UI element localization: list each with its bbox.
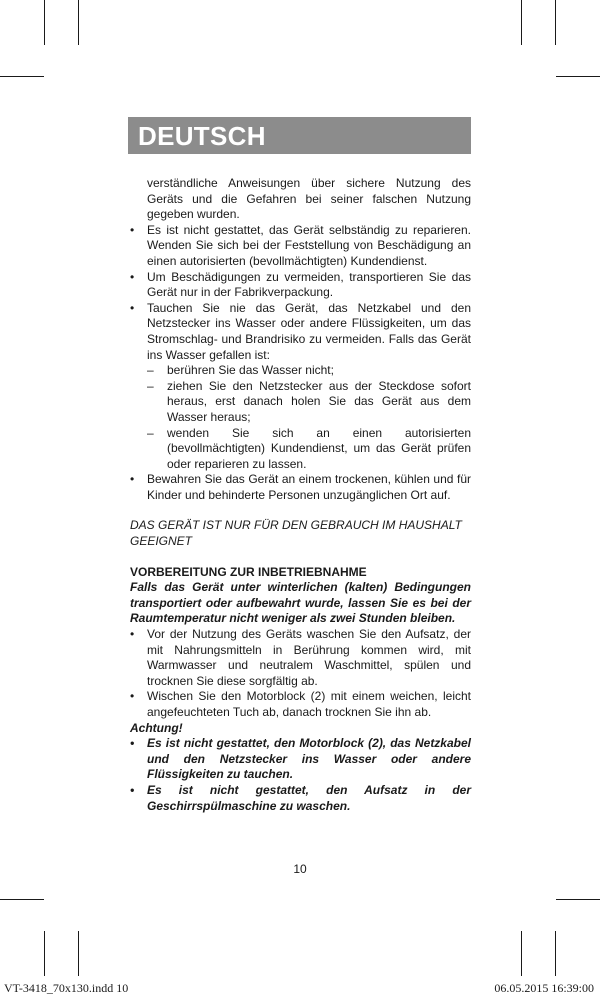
bullet-mark: • (130, 269, 135, 284)
prep-heading: VORBEREITUNG ZUR INBETRIEBNAHME (130, 564, 367, 579)
footer-file-info: VT-3418_70x130.indd 10 (4, 981, 129, 995)
household-note: DAS GERÄT IST NUR FÜR DEN GEBRAUCH IM HAUSHALT GEEIGNET (130, 518, 462, 549)
dash-item (130, 426, 471, 473)
list-item-text: Es ist nicht gestattet, den Motorblock (2), das Netzkabel und den Netzstecker ins Wasser oder andere Flüssigkeiten zu tauchen. (147, 736, 471, 782)
footer-date: 06.05.2015 16:39:00 (494, 981, 594, 995)
list-item (130, 736, 471, 783)
list-item (130, 472, 471, 503)
bullet-mark: • (130, 222, 135, 237)
crop-mark (521, 0, 522, 45)
attention-label: Achtung! (130, 720, 183, 735)
intro-paragraph: verständliche Anweisungen über sichere Nutzung des Geräts und die Gefahren bei seiner falschen Nutzung gegeben wurden. (147, 176, 471, 222)
dash-mark: – (147, 378, 154, 393)
dash-mark: – (147, 363, 154, 378)
dash-item (130, 379, 471, 426)
list-item-text: Wischen Sie den Motorblock (2) mit einem weichen, leicht angefeuchteten Tuch ab, danach trocknen Sie ihn ab. (147, 689, 471, 719)
page-number: 10 (293, 862, 307, 876)
crop-mark (555, 0, 556, 45)
dash-mark: – (147, 425, 154, 440)
prep-warning: Falls das Gerät unter winterlichen (kalten) Bedingungen transportiert oder aufbewahrt wurde, lassen Sie es bei der Raumtemperatur nicht weniger als zwei Stunden bleiben. (130, 580, 471, 626)
bullet-mark: • (130, 627, 135, 642)
list-item (130, 783, 471, 814)
dash-item-text: ziehen Sie den Netzstecker aus der Steckdose sofort heraus, erst danach holen Sie das Gerät aus dem Wasser heraus; (167, 378, 471, 424)
list-item (130, 301, 471, 363)
list-item (130, 270, 471, 301)
crop-mark (78, 0, 79, 45)
bullet-mark: • (130, 689, 135, 704)
list-item-text: Es ist nicht gestattet, das Gerät selbständig zu reparieren. Wenden Sie sich bei der Feststellung von Beschädigung an einen autorisierten (bevollmächtigten) Kundendienst. (147, 222, 471, 268)
crop-mark (556, 899, 600, 900)
list-item-text: Es ist nicht gestattet, den Aufsatz in der Geschirrspülmaschine zu waschen. (147, 782, 471, 813)
list-item-text: Vor der Nutzung des Geräts waschen Sie den Aufsatz, der mit Nahrungsmitteln in Berührung kommen wird, mit Warmwasser und neutralem Waschmittel, spülen und trocknen Sie diese sorgfältig ab. (147, 627, 471, 688)
dash-item-text: berühren Sie das Wasser nicht; (167, 363, 334, 378)
crop-mark (78, 931, 79, 976)
list-item-text: Bewahren Sie das Gerät an einem trockenen, kühlen und für Kinder und behinderte Personen unzugänglichen Ort auf. (147, 472, 471, 502)
crop-mark (556, 76, 600, 77)
list-item (130, 627, 471, 689)
list-item (130, 223, 471, 270)
list-item-text: Um Beschädigungen zu vermeiden, transportieren Sie das Gerät nur in der Fabrikverpackung. (147, 269, 471, 300)
dash-item (130, 363, 471, 379)
crop-mark (555, 931, 556, 976)
list-item (130, 689, 471, 720)
section-title: DEUTSCH (138, 121, 266, 151)
bullet-mark: • (130, 300, 135, 315)
crop-mark (0, 76, 44, 77)
crop-mark (521, 931, 522, 976)
page-content (130, 176, 471, 814)
crop-mark (44, 931, 45, 976)
section-header (128, 117, 471, 154)
crop-mark (0, 899, 44, 900)
list-item-text: Tauchen Sie nie das Gerät, das Netzkabel und den Netzstecker ins Wasser oder andere Flüssigkeiten, um das Stromschlag- und Brandrisiko zu vermeiden. Falls das Gerät ins Wasser gefallen ist: (147, 300, 471, 362)
dash-item-text: wenden Sie sich an einen autorisierten (bevollmächtigten) Kundendienst, um das Gerät prüfen oder reparieren zu lassen. (167, 425, 471, 471)
bullet-mark: • (130, 472, 135, 487)
bullet-mark: • (130, 782, 135, 797)
bullet-mark: • (130, 736, 135, 751)
crop-mark (44, 0, 45, 45)
